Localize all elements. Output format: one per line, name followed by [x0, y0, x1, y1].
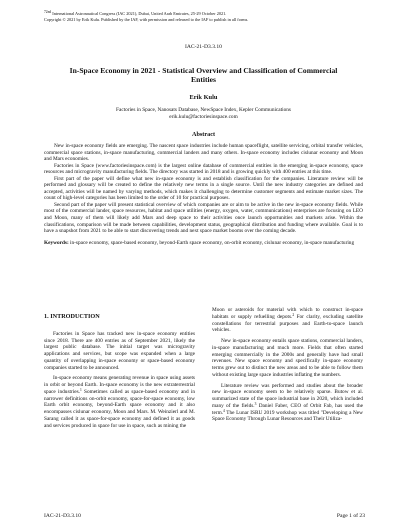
conference-header — [44, 11, 363, 22]
abstract-heading: Abstract — [191, 131, 216, 138]
conference-text: International Astronautical Congress (IAC 2021), Dubai, United Arab Emirates, 25-29 October 2021. — [51, 11, 227, 16]
body-text: For clarity, excluding satellite constellations for terrestrial purposes and Earth-to-space launch vehicles. — [212, 313, 364, 334]
footnote-ref: 4 — [223, 408, 225, 413]
body-text: The Lunar ISRU 2019 workshop was titled "Developing a New Space Economy Through Lunar Resources and Their Utiliza- — [212, 409, 363, 423]
keywords — [44, 240, 363, 247]
body-text: Literature review was performed and studies about the broader new in-space economy seem to be relatively sparse. Butow et al. summarized state of the space industrial base in 2020, which included many of the fields. — [212, 382, 363, 409]
copyright-line: Copyright © 2021 by Erik Kulu. Published by the IAF, with permission and released to the IAF to publish in all forms. — [44, 16, 249, 22]
paper-title: In-Space Economy in 2021 - Statistical Overview and Classification of Commercial Entities — [69, 66, 338, 84]
body-text: Daniel Faber, CEO of Orbit Fab, has used the term. — [212, 402, 363, 416]
page-number: Page 1 of 23 — [336, 513, 365, 519]
right-column — [212, 307, 363, 427]
abstract-paragraph: New in-space economy fields are emerging. The nascent space industries include human spaceflight, satellite servicing, orbital transfer vehicles, commercial space stations, in-space manufacturing, commercial landers and many others. In-space economy includes cislunar economy and Moon and Mars economies. — [44, 143, 363, 163]
abstract-paragraph: Factories in Space (www.factoriesinspace.com) is the largest online database of commercial entities in the emerging in-space economy, space resources and microgravity manufacturing fields. The directory was started in 2018 and is growing quickly with 400 entries at this time. — [44, 162, 363, 176]
body-paragraph: Factories in Space has tracked new in-space economy entities since 2018. There are 400 entries as of September 2021, likely the largest public database. The initial target was microgravity applications and services, but scope was expanded when a large quantity of overlapping in-space economy or space-based economy companies started to be announced. — [44, 330, 195, 371]
left-column — [44, 307, 195, 433]
paper-id: IAC-21-D3.3.10 — [185, 44, 222, 50]
affiliation: Factories in Space, Nanosats Database, NewSpace Index, Kepler Communications — [116, 107, 291, 113]
keywords-list: in-space economy, space-based economy, beyond-Earth space economy, on-orbit economy, cislunar economy, in-space manufacturing — [68, 239, 355, 246]
body-paragraph — [44, 375, 195, 429]
body-paragraph: New in-space economy entails space stations, commercial landers, in-space manufacturing and much more. Fields that often started emerging commercially in the 2000s and generally have had small revenues. New space economy and specifically in-space economy terms grew out to distinct the new areas and to be able to follow them without existing large space industries inflating the numbers. — [212, 338, 363, 378]
footnote-ref: 1 — [79, 387, 82, 392]
author-name: Erik Kulu — [189, 94, 218, 101]
abstract-paragraph: Second part of the paper will present statistical overview of which companies are or aim to be active in the new in-space economy fields. While most of the commercial lander, space resources, habitat and space utilities (energy, oxygen, water, communications) enterprises are focusing on LEO and Moon, many of them will likely add Mars and deep space to their activities once launch opportunities and markets arise. Within the classifications, comparison will be made between capabilities, development status, geographical distribution and funding where available. Goal is to have a snapshot from 2021 to be able to start discovering trends and next space market booms over the coming decade. — [44, 201, 363, 235]
footnote-ref: 2 — [292, 312, 295, 317]
footnote-ref: 3 — [254, 401, 257, 406]
body-text: Sometimes called as space-based economy and in narrower definitions on-orbit economy, space-for-space economy, low Earth orbit economy, beyond-Earth space economy and it also encompasses cislunar economy, Moon and Mars. M. Weinzierl and M. Sarang called it as space-for-space economy and defined it as goods and services produced in space for use in space, such as mining the — [44, 388, 195, 429]
edition-sup: 72nd — [44, 10, 52, 14]
affiliation-block — [30, 107, 377, 121]
footer-paper-id: IAC-21-D3.3.10 — [44, 513, 81, 519]
body-paragraph — [212, 307, 363, 334]
body-text: Moon or asteroids for material with which to construct in-space habitats or supply refuelling depots. — [212, 307, 363, 320]
section-heading: 1. INTRODUCTION — [44, 313, 100, 320]
author-email: erik.kulu@factoriesinspace.com — [169, 114, 238, 120]
abstract-paragraph: First part of the paper will define what new in-space economy is and establish classification for the companies. Literature review will be performed and glossary will be created to define the relatively new terms in a single source. Until the new industry categories are defined and accepted, activities will be named by varying methods, which makes it challenging to determine customer segments and estimate market sizes. The count of high-level categories has been limited to the order of 10 for practical purposes. — [44, 175, 363, 202]
body-paragraph — [212, 383, 363, 424]
abstract-body — [44, 143, 363, 246]
body-text: In-space economy means generating revenue in space using assets in orbit or beyond Earth. In-space economy is the new extraterrestrial space industries. — [44, 375, 195, 395]
keywords-label: Keywords: — [44, 239, 69, 246]
